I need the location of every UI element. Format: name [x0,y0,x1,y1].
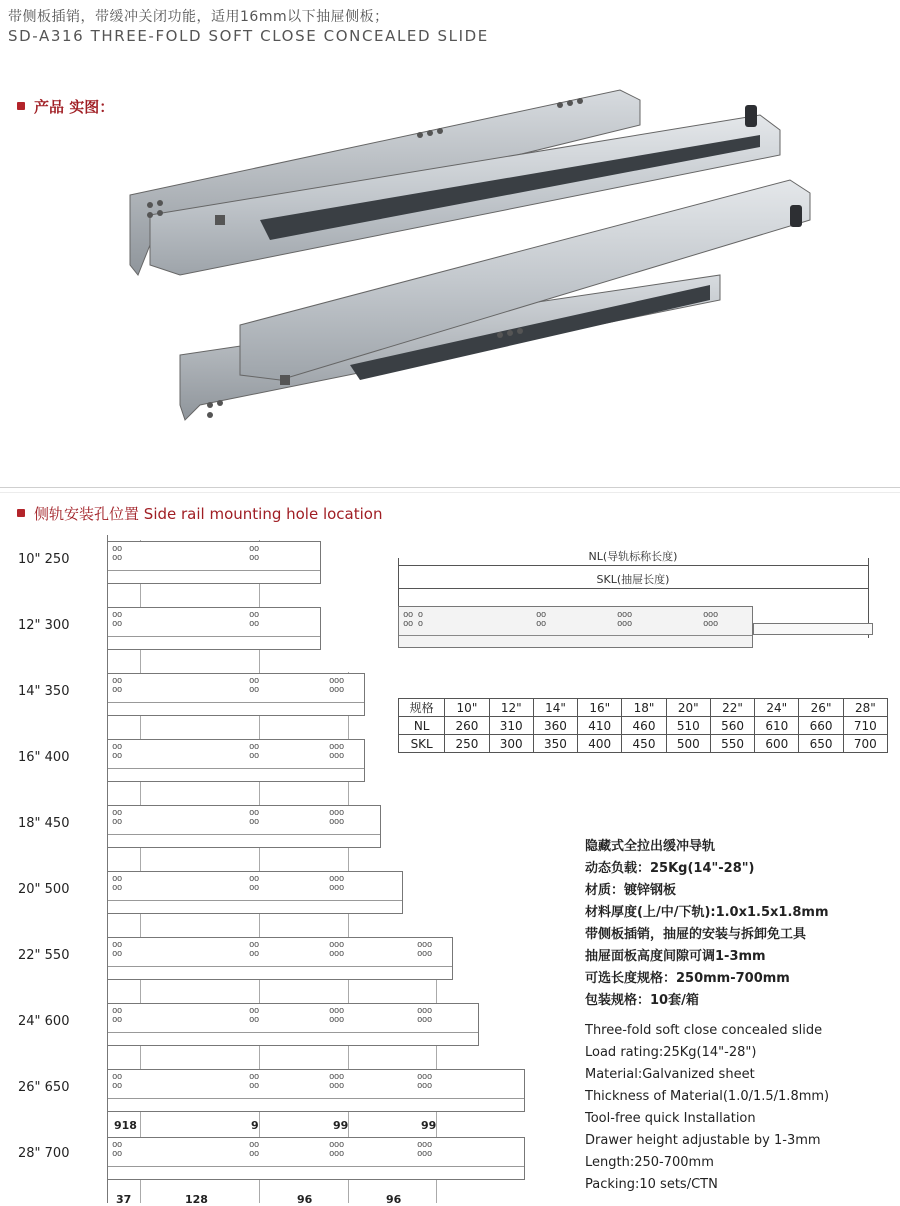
header-cn-title: 带侧板插销，带缓冲关闭功能，适用16mm以下抽屉侧板； [8,9,389,25]
hole-group: oo [112,742,122,752]
rail-edge-line [108,768,364,769]
size-table-header-cell: 14" [533,699,577,717]
rail-outline [107,739,365,782]
size-table-header-cell: 22" [710,699,754,717]
section-holes-title-cn: 侧轨安装孔位置 [34,505,140,523]
rail-outline [107,673,365,716]
rail-edge-line [108,636,320,637]
size-table-header-cell: 24" [755,699,799,717]
spec-line-cn: 隐藏式全拉出缓冲导轨 [585,839,716,854]
hole-group: oo [112,610,122,620]
spec-line-cn: 可选长度规格：250mm-700mm [585,971,790,986]
hole-group: oo [112,940,122,950]
rail-size-label: 16" 400 [18,750,70,765]
size-table-cell: 250 [445,735,489,753]
hole-group: ooo [417,1015,432,1025]
spec-line-cn: 材质：镀锌钢板 [585,883,677,898]
diagram-drawer-member [753,623,873,635]
hole-group: ooo [417,1140,432,1150]
size-table-cell: 550 [710,735,754,753]
product-photo [120,75,840,450]
dimension-label: 37 [116,1193,132,1206]
rail-size-label: 20" 500 [18,882,70,897]
section-bullet-icon [17,102,25,110]
hole-group: oo [112,619,122,629]
hole-group: ooo [417,1081,432,1091]
hole-group: oo o [403,619,423,629]
hole-group: oo [112,808,122,818]
hole-group: oo [112,1015,122,1025]
rail-edge-line [108,966,452,967]
size-table-cell: 500 [666,735,710,753]
hole-group: ooo [329,949,344,959]
hole-group: oo [112,883,122,893]
spec-line-cn: 带侧板插销，抽屉的安装与拆卸免工具 [585,927,807,942]
dimension-label: 9 [251,1119,259,1132]
dimension-label: 918 [114,1119,137,1132]
hole-group: ooo [417,949,432,959]
hole-group: oo [249,1072,259,1082]
spec-line-cn: 动态负载：25Kg(14"-28") [585,861,755,876]
section-divider [0,487,900,488]
hole-group: oo [249,1006,259,1016]
skl-label: SKL(抽屉长度) [596,573,670,586]
nl-dimension-line [398,565,868,566]
hole-group: oo [249,742,259,752]
hole-group: oo [249,610,259,620]
hole-group: oo [112,1140,122,1150]
rail-size-label: 12" 300 [18,618,70,633]
size-table-header-cell: 20" [666,699,710,717]
size-table-row [399,735,888,753]
hole-group: ooo [329,883,344,893]
hole-group: ooo [329,940,344,950]
dimension-label: 99 [421,1119,437,1132]
hole-group: ooo [417,1006,432,1016]
hole-group: oo [249,685,259,695]
hole-group: oo [112,874,122,884]
size-table-header-cell: 12" [489,699,533,717]
size-table-cell: 410 [578,717,622,735]
hole-group: ooo [703,619,718,629]
skl-dimension-line [398,588,868,589]
hole-group: ooo [329,742,344,752]
hole-group: oo [536,610,546,620]
section-bullet-icon [17,509,25,517]
rail-size-label: 14" 350 [18,684,70,699]
hole-group: oo [249,553,259,563]
section-divider-light [0,492,900,493]
size-table-header-cell: 18" [622,699,666,717]
hole-group: ooo [329,685,344,695]
spec-line-en: Load rating:25Kg(14"-28") [585,1045,757,1060]
diagram-rail [398,606,753,648]
hole-group: ooo [329,1140,344,1150]
hole-group: ooo [329,676,344,686]
size-table-header-cell: 10" [445,699,489,717]
rail-size-label: 28" 700 [18,1146,70,1161]
rail-edge-line [108,834,380,835]
spec-line-cn: 抽屉面板高度间隙可调1-3mm [585,949,766,964]
spec-line-en: Thickness of Material(1.0/1.5/1.8mm) [585,1089,830,1104]
rail-outline [107,607,321,650]
hole-group: ooo [417,1149,432,1159]
hole-group: ooo [329,1081,344,1091]
hole-group: oo [112,1072,122,1082]
size-table-cell: 560 [710,717,754,735]
rail-outline [107,1003,479,1046]
rail-size-label: 10" 250 [18,552,70,567]
hole-group: oo [112,1149,122,1159]
hole-group: ooo [329,808,344,818]
size-table-cell: SKL [399,735,445,753]
size-table-cell: 400 [578,735,622,753]
hole-group: oo [112,544,122,554]
size-table-header-cell: 28" [843,699,887,717]
hole-group: oo [249,883,259,893]
hole-group: ooo [617,610,632,620]
rail-outline [107,805,381,848]
section-holes-title-en: Side rail mounting hole location [143,505,383,523]
rail-edge-line [108,1098,524,1099]
size-table-cell: 510 [666,717,710,735]
spec-line-cn: 包装规格：10套/箱 [585,993,699,1008]
hole-group: ooo [329,751,344,761]
rail-outline [107,1069,525,1112]
size-table-header-cell: 规格 [399,699,445,717]
size-table-cell: 710 [843,717,887,735]
spec-line-en: Drawer height adjustable by 1-3mm [585,1133,821,1148]
hole-group: oo [249,1081,259,1091]
hole-group: ooo [329,1006,344,1016]
size-table-cell: 460 [622,717,666,735]
section-photo-title: 产品 实图： [34,98,115,116]
size-table-cell: 350 [533,735,577,753]
hole-group: oo [112,1006,122,1016]
size-table-cell: 260 [445,717,489,735]
size-table-cell: 700 [843,735,887,753]
hole-group: oo [249,817,259,827]
hole-group: ooo [329,817,344,827]
size-table-header-cell: 16" [578,699,622,717]
rail-size-label: 18" 450 [18,816,70,831]
hole-group: oo [112,817,122,827]
hole-group: oo [112,676,122,686]
section-holes-title [34,503,382,524]
hole-group: oo [249,1149,259,1159]
size-table-row [399,717,888,735]
spec-line-en: Packing:10 sets/CTN [585,1177,718,1192]
size-table-cell: 360 [533,717,577,735]
size-table-cell: 600 [755,735,799,753]
hole-group: ooo [329,1072,344,1082]
hole-group: ooo [329,1149,344,1159]
rail-edge-line [108,570,320,571]
spec-line-en: Tool-free quick Installation [585,1111,756,1126]
rail-edge-line [108,900,402,901]
rail-edge-line [399,635,752,636]
size-table-header-row [399,699,888,717]
hole-group: oo [249,751,259,761]
hole-group: oo [112,553,122,563]
rail-outline [107,937,453,980]
size-table-cell: NL [399,717,445,735]
hole-group: oo [249,619,259,629]
hole-group: ooo [417,940,432,950]
slide-rails-illustration [120,75,840,450]
dimension-label: 96 [386,1193,402,1206]
hole-group: oo [249,544,259,554]
hole-group: oo [249,874,259,884]
size-table-cell: 660 [799,717,843,735]
size-table-cell: 300 [489,735,533,753]
hole-group: ooo [417,1072,432,1082]
size-table-cell: 450 [622,735,666,753]
dimension-label: 96 [297,1193,313,1206]
spec-line-en: Material:Galvanized sheet [585,1067,755,1082]
hole-group: ooo [329,874,344,884]
size-table-cell: 310 [489,717,533,735]
rail-size-label: 24" 600 [18,1014,70,1029]
hole-group: oo [536,619,546,629]
hole-group: oo [249,940,259,950]
rail-edge-line [108,1166,524,1167]
rail-edge-line [108,702,364,703]
hole-group: oo [249,1015,259,1025]
hole-group: oo [249,949,259,959]
header-en-title: SD-A316 THREE-FOLD SOFT CLOSE CONCEALED SLIDE [8,27,489,45]
dimension-label: 99 [333,1119,349,1132]
nl-label: NL(导轨标称长度) [588,550,678,563]
spec-line-en: Three-fold soft close concealed slide [585,1023,823,1038]
hole-group: oo [249,676,259,686]
dimension-label: 128 [185,1193,208,1206]
hole-group: ooo [617,619,632,629]
size-table-header-cell: 26" [799,699,843,717]
hole-group: ooo [329,1015,344,1025]
rail-outline [107,1137,525,1180]
rail-size-label: 26" 650 [18,1080,70,1095]
hole-group: ooo [703,610,718,620]
rail-edge-line [108,1032,478,1033]
hole-group: oo [249,1140,259,1150]
hole-group: oo [249,808,259,818]
size-table-cell: 610 [755,717,799,735]
spec-line-cn: 材料厚度(上/中/下轨):1.0x1.5x1.8mm [585,905,829,920]
spec-line-en: Length:250-700mm [585,1155,714,1170]
rail-outline [107,871,403,914]
hole-group: oo [112,1081,122,1091]
size-table [398,698,888,753]
rail-size-label: 22" 550 [18,948,70,963]
size-table-cell: 650 [799,735,843,753]
hole-group: oo [112,751,122,761]
hole-group: oo [112,685,122,695]
hole-group: oo [112,949,122,959]
hole-group: oo o [403,610,423,620]
side-dimension-diagram [398,548,888,653]
rail-outline [107,541,321,584]
